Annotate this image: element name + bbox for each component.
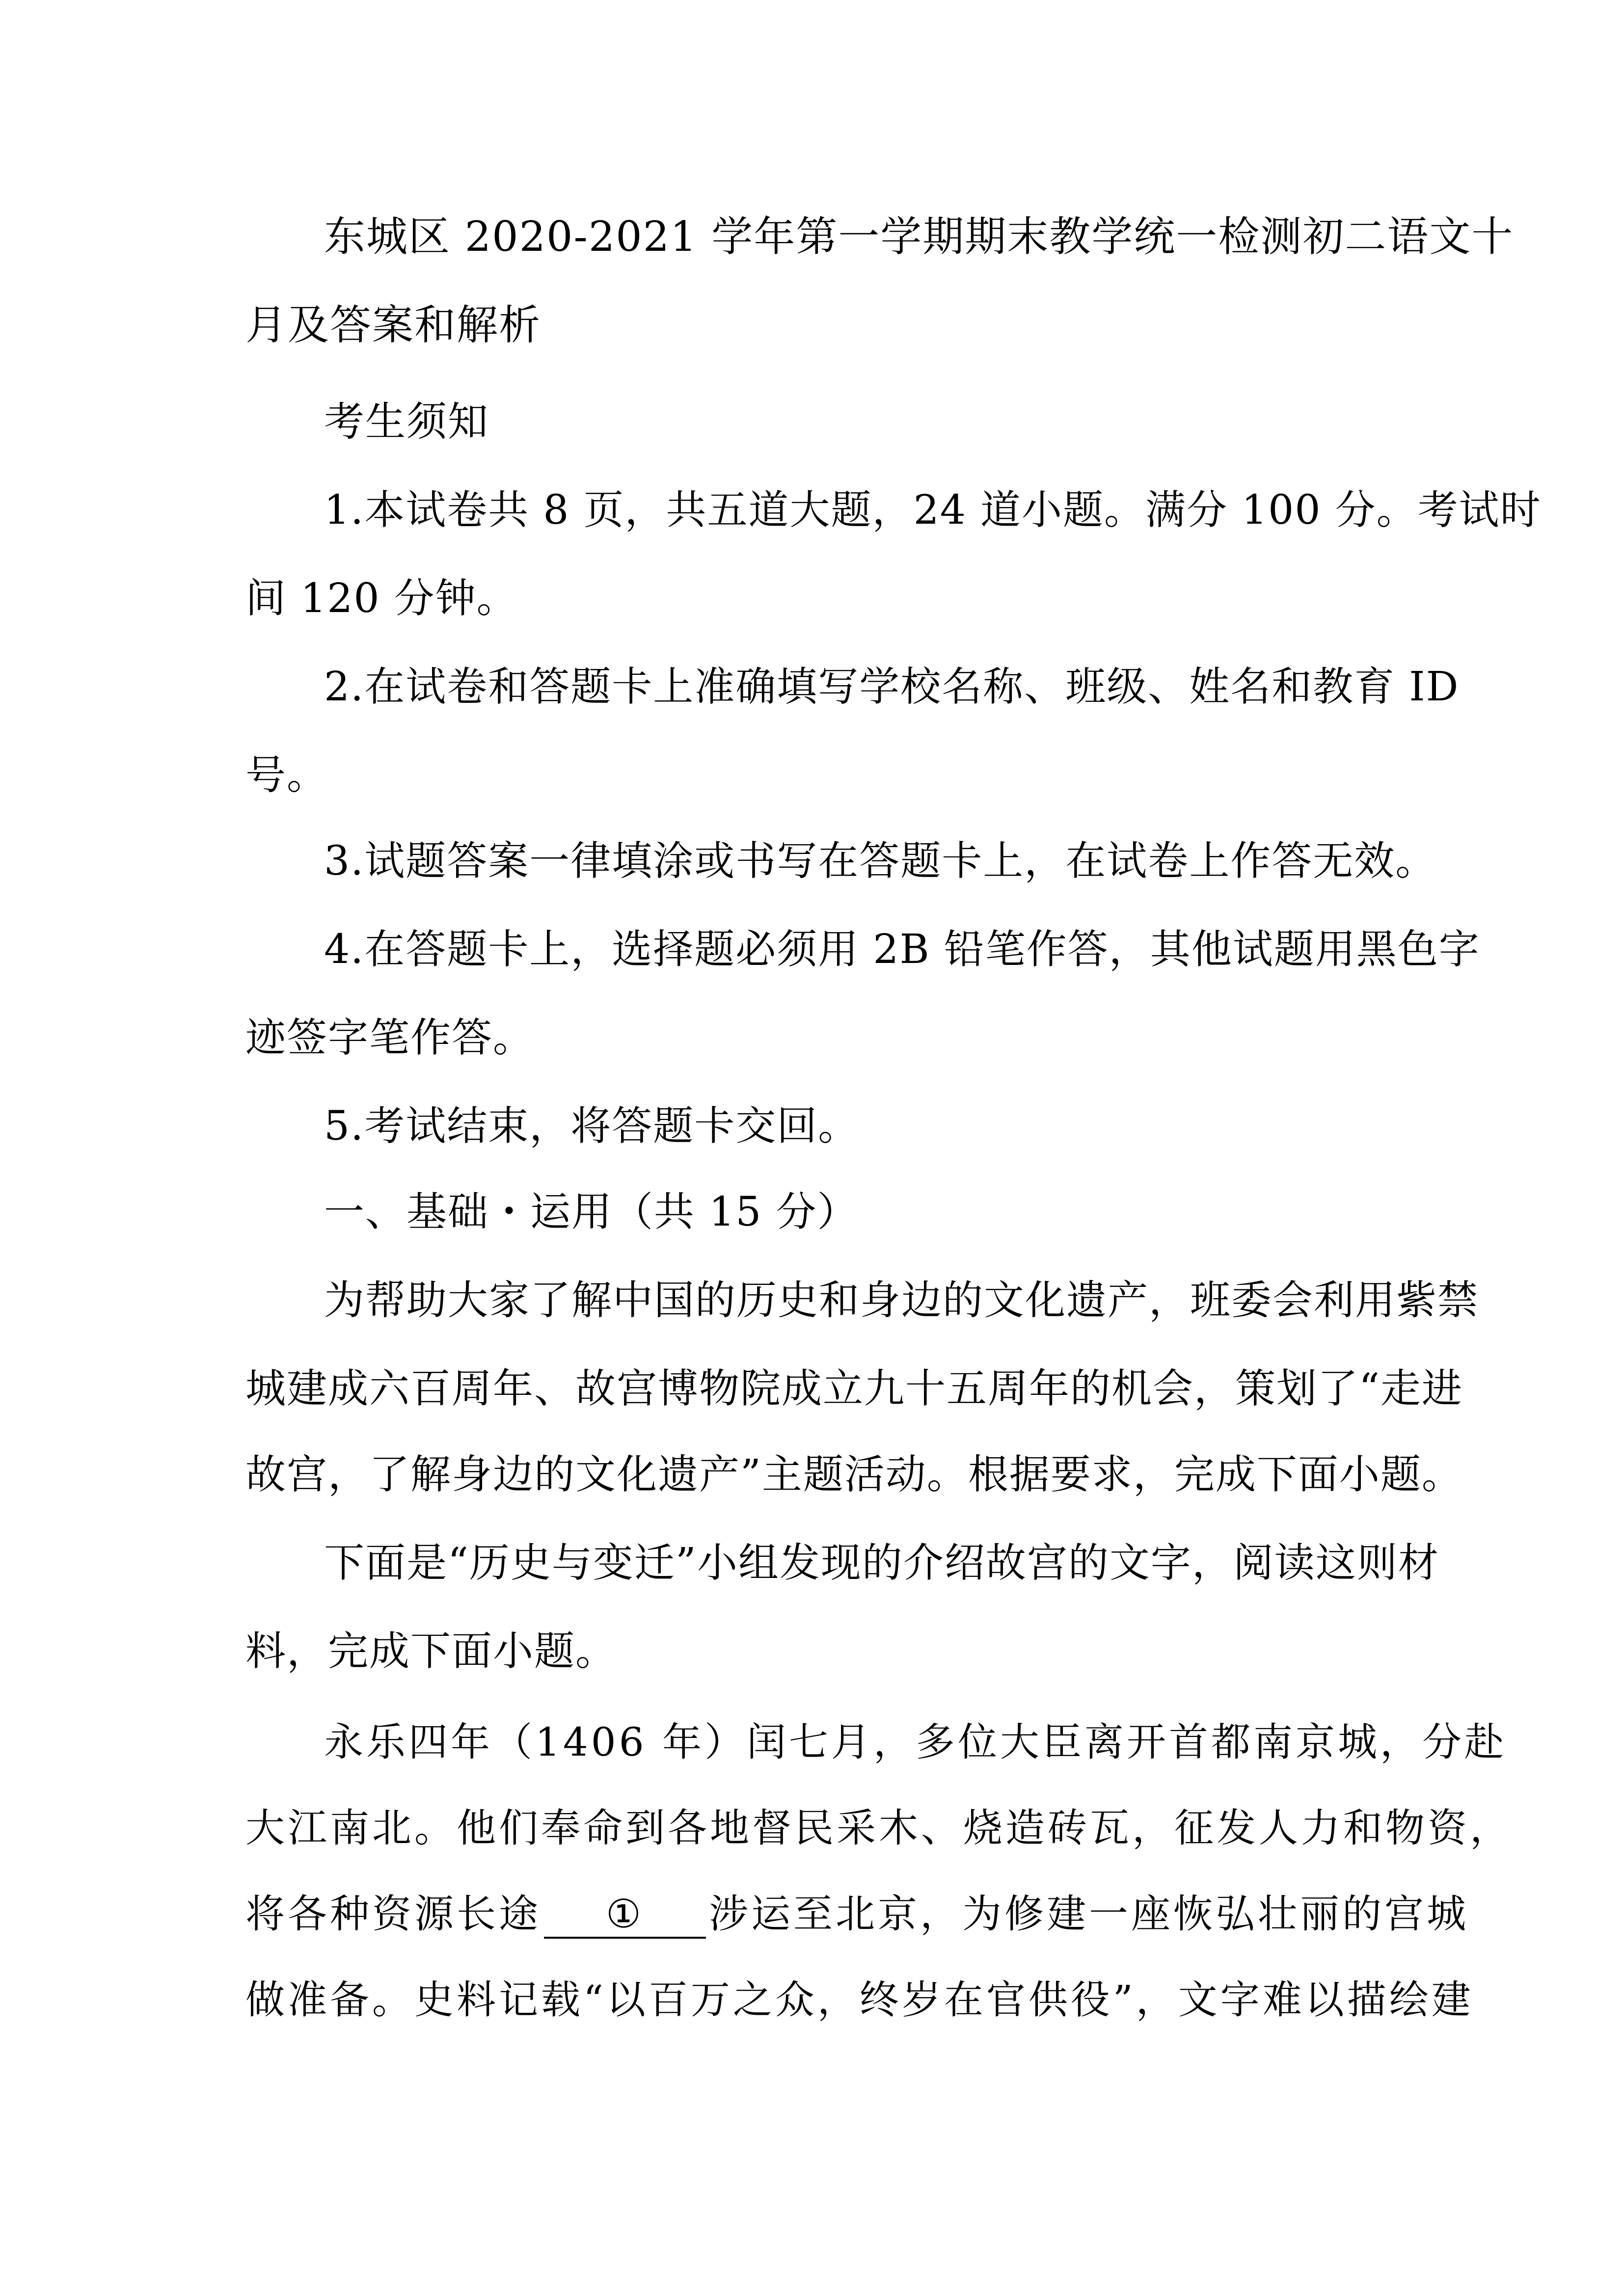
passage-line-3 [245, 1890, 1469, 1939]
task-paragraph-line-1: 下面是“历史与变迁”小组发现的介绍故宫的文字，阅读这则材 [324, 1540, 1439, 1586]
intro-paragraph-line-2: 城建成六百周年、故宫博物院成立九十五周年的机会，策划了“走进 [245, 1365, 1463, 1412]
fill-in-blank: ① [544, 1892, 706, 1939]
document-title-line-1: 东城区 2020-2021 学年第一学期期末教学统一检测初二语文十 [324, 213, 1514, 261]
task-paragraph-line-2: 料，完成下面小题。 [245, 1628, 617, 1675]
passage-line-4: 做准备。史料记载“以百万之众，终岁在官供役”，文字难以描绘建 [245, 1977, 1474, 2023]
intro-paragraph-line-3: 故宫，了解身边的文化遗产”主题活动。根据要求，完成下面小题。 [245, 1451, 1463, 1498]
notice-item-1-cont: 间 120 分钟。 [245, 575, 518, 622]
notice-heading: 考生须知 [324, 399, 489, 445]
document-title-line-2: 月及答案和解析 [245, 301, 541, 349]
notice-item-2-cont: 号。 [245, 752, 328, 799]
notice-item-4-cont: 迹签字笔作答。 [245, 1015, 535, 1061]
notice-item-4: 4.在答题卡上，选择题必须用 2B 铅笔作答，其他试题用黑色字 [324, 926, 1480, 973]
notice-item-1: 1.本试卷共 8 页，共五道大题，24 道小题。满分 100 分。考试时 [324, 487, 1542, 534]
passage-line-1: 永乐四年（1406 年）闰七月，多位大臣离开首都南京城，分赴 [324, 1719, 1507, 1765]
passage-line-2: 大江南北。他们奉命到各地督民采木、烧造砖瓦，征发人力和物资， [245, 1805, 1512, 1851]
passage-line-3-before: 将各种资源长途 [245, 1891, 541, 1937]
passage-line-3-after: 涉运至北京，为修建一座恢弘壮丽的宫城 [709, 1891, 1469, 1937]
section-heading: 一、基础・运用（共 15 分） [324, 1189, 859, 1235]
notice-item-5: 5.考试结束，将答题卡交回。 [324, 1103, 860, 1149]
intro-paragraph-line-1: 为帮助大家了解中国的历史和身边的文化遗产，班委会利用紫禁 [324, 1277, 1479, 1324]
notice-item-3: 3.试题答案一律填涂或书写在答题卡上，在试卷上作答无效。 [324, 838, 1437, 884]
notice-item-2: 2.在试卷和答题卡上准确填写学校名称、班级、姓名和教育 ID [324, 664, 1460, 710]
